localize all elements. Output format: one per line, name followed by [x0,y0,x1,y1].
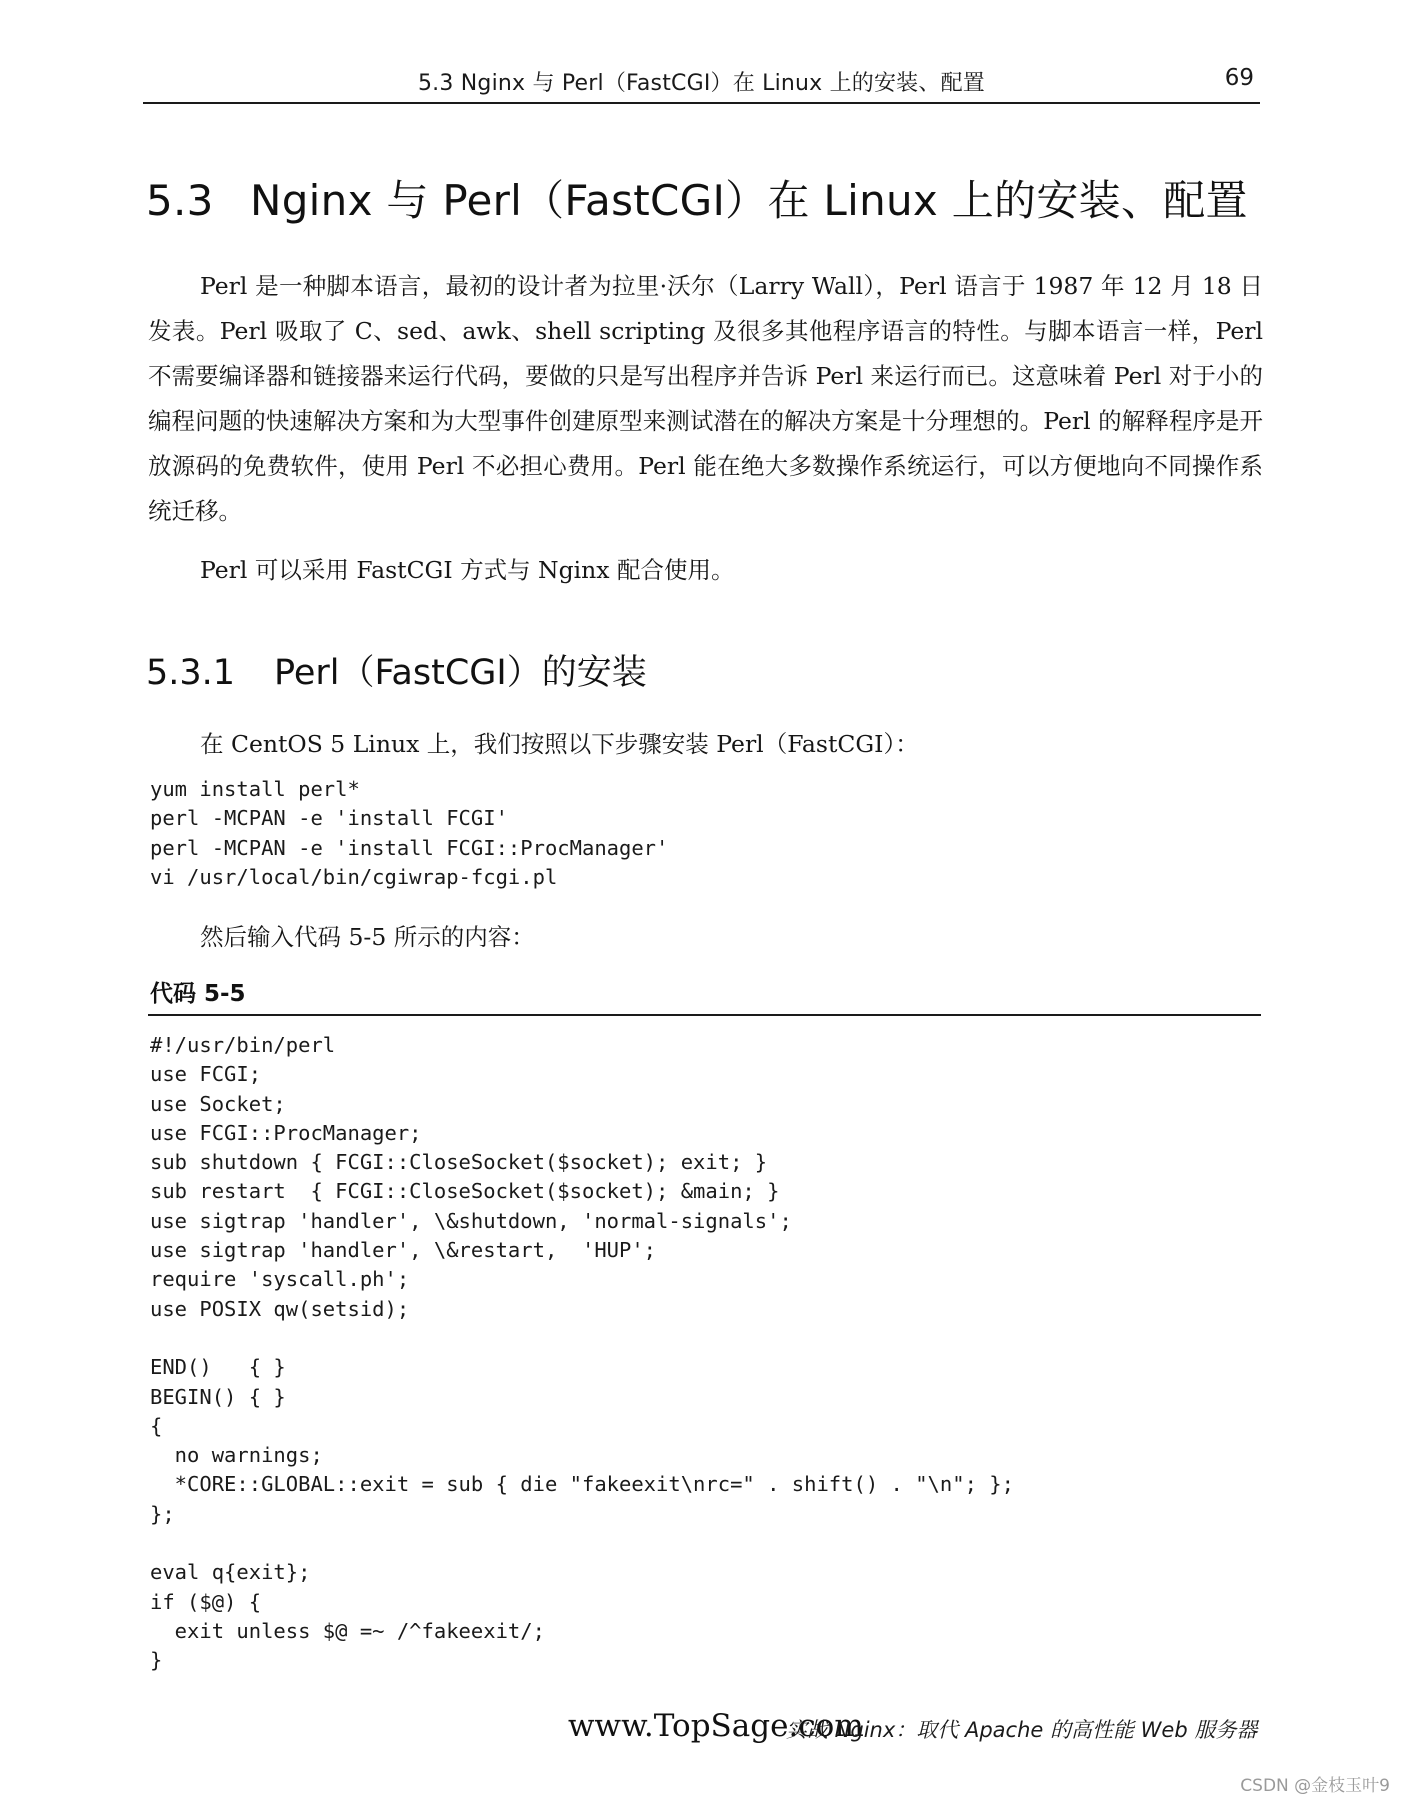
section-heading [146,168,1266,228]
page-number: 69 [1224,65,1254,91]
subsection-heading [146,645,647,695]
footer-site-url: www.TopSage.com [568,1708,864,1744]
running-header [143,60,1260,104]
running-header-title: 5.3 Nginx 与 Perl（FastCGI）在 Linux 上的安装、配置 [417,71,985,96]
install-commands-code: yum install perl* perl -MCPAN -e 'install FCGI' perl -MCPAN -e 'install FCGI::ProcManager' vi /usr/local/bin/cgiwrap-fcgi.pl [150,777,669,889]
section-number: 5.3 [146,176,214,225]
fastcgi-paragraph: Perl 可以采用 FastCGI 方式与 Nginx 配合使用。 [200,556,735,584]
code-listing-caption-text: 代码 5-5 [150,981,246,1007]
subsection-title-text: Perl（FastCGI）的安装 [274,653,647,693]
code-listing-caption [148,972,1261,1016]
section-title-text: Nginx 与 Perl（FastCGI）在 Linux 上的安装、配置 [250,176,1248,225]
install-intro-paragraph: 在 CentOS 5 Linux 上，我们按照以下步骤安装 Perl（FastCGI）： [200,730,919,758]
intro-paragraph: Perl 是一种脚本语言，最初的设计者为拉里·沃尔（Larry Wall），Perl 语言于 1987 年 12 月 18 日发表。Perl 吸取了 C、sed、awk、shell scripting 及很多其他程序语言的特性。与脚本语言一样，Perl 不需要编译器和链接器来运行代码，要做的只是写出程序并告诉 Perl 来运行而已。这意味着 Perl 对于小的编程问题的快速解决方案和为大型事件创建原型来测试潜在的解决方案是十分理想的。Perl 的解释程序是开放源码的免费软件，使用 Perl 不必担心费用。Perl 能在绝大多数操作系统运行，可以方便地向不同操作系统迁移。 [148,272,1263,525]
footer-book-title: 实战 Nginx：取代 Apache 的高性能 Web 服务器 [786,1718,1258,1742]
code-listing-body: #!/usr/bin/perl use FCGI; use Socket; use FCGI::ProcManager; sub shutdown { FCGI::CloseSocket($socket); exit; } sub restart { FCGI::CloseSocket($socket); &main; } use sigtrap 'handler', \&shutdown, 'normal-signals'; use sigtrap 'handler', \&restart, 'HUP'; require 'syscall.ph'; use POSIX qw(setsid); END() { } BEGIN() { } { no warnings; *CORE::GLOBAL::exit = sub { die "fakeexit\nrc=" . shift() . "\n"; }; }; eval q{exit}; if ($@) { exit unless $@ =~ /^fakeexit/; } [150,1033,1014,1673]
subsection-number: 5.3.1 [146,653,236,693]
then-input-paragraph: 然后输入代码 5-5 所示的内容： [200,923,535,951]
csdn-watermark: CSDN @金枝玉叶9 [1240,1776,1390,1796]
